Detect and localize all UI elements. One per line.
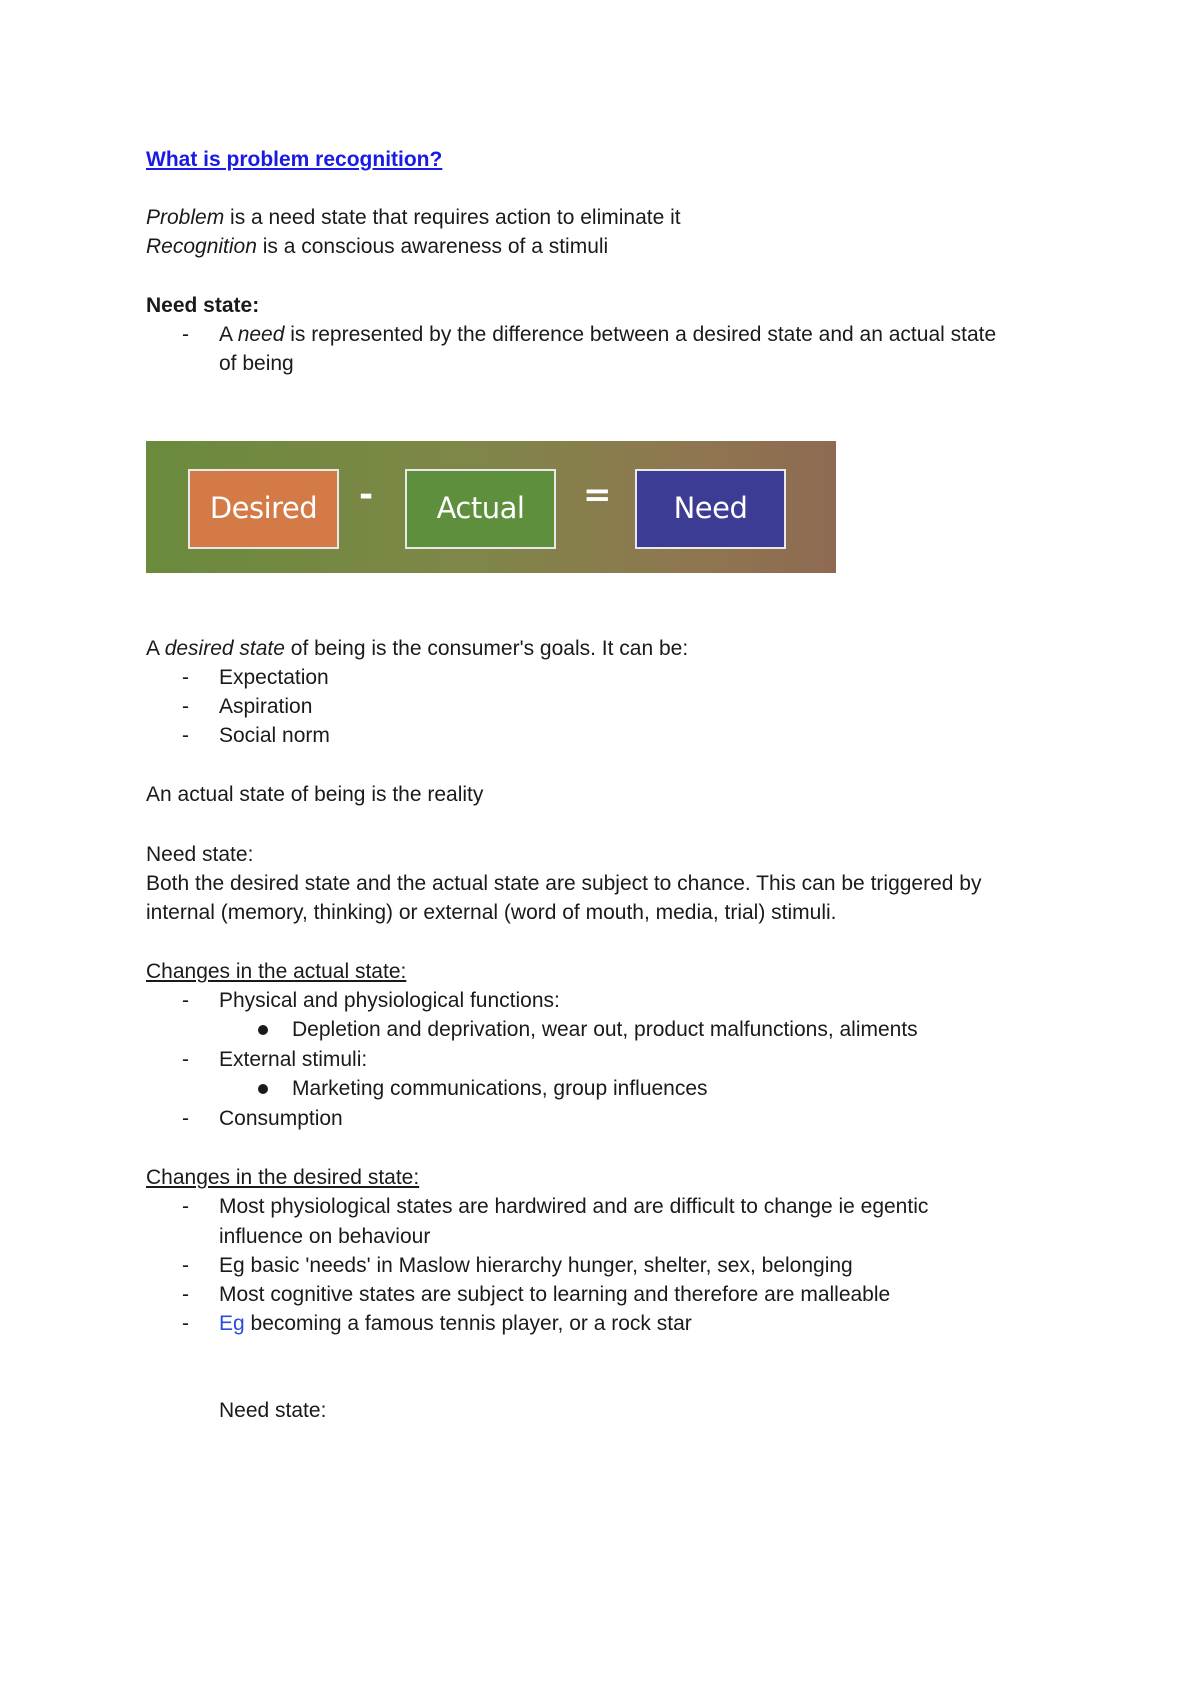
- equals-operator: =: [583, 475, 612, 515]
- need-definition-line2: of being: [219, 352, 294, 375]
- list-dash: -: [182, 695, 189, 718]
- list-item-continuation: influence on behaviour: [219, 1225, 431, 1248]
- need-definition-text: is represented by the difference between a desired state and an actual state: [284, 323, 997, 346]
- list-dash: -: [182, 1195, 189, 1218]
- recognition-definition-text: is a conscious awareness of a stimuli: [256, 235, 609, 258]
- sub-list-item: Marketing communications, group influences: [292, 1077, 708, 1100]
- list-item: Eg basic 'needs' in Maslow hierarchy hunger, shelter, sex, belonging: [219, 1254, 853, 1277]
- recognition-definition: [146, 232, 608, 262]
- page-title[interactable]: What is problem recognition?: [146, 148, 443, 171]
- need-state-heading: Need state:: [146, 294, 260, 317]
- changes-actual-heading: Changes in the actual state:: [146, 960, 407, 983]
- sub-list-item: Depletion and deprivation, wear out, product malfunctions, aliments: [292, 1018, 918, 1041]
- desired-state-text: of being is the consumer's goals. It can be:: [284, 637, 689, 660]
- bullet-icon: [258, 1025, 268, 1035]
- need-state-heading-2: Need state:: [146, 843, 254, 866]
- desired-state-intro: [146, 634, 688, 664]
- list-item: Aspiration: [219, 695, 313, 718]
- list-dash: -: [182, 323, 189, 346]
- list-item: [219, 1309, 692, 1339]
- list-dash: -: [182, 1048, 189, 1071]
- problem-definition: [146, 203, 681, 233]
- need-equation-diagram: [146, 441, 836, 573]
- list-dash: -: [182, 1254, 189, 1277]
- need-box: Need: [635, 469, 786, 549]
- list-item: Expectation: [219, 666, 329, 689]
- actual-box: Actual: [405, 469, 556, 549]
- need-definition-line1: [219, 320, 996, 350]
- bullet-icon: [258, 1084, 268, 1094]
- list-dash: -: [182, 666, 189, 689]
- list-item: External stimuli:: [219, 1048, 368, 1071]
- list-dash: -: [182, 1312, 189, 1335]
- recognition-term: Recognition: [146, 235, 257, 258]
- problem-definition-text: is a need state that requires action to eliminate it: [224, 206, 681, 229]
- list-item: Physical and physiological functions:: [219, 989, 560, 1012]
- changes-desired-heading: Changes in the desired state:: [146, 1166, 420, 1189]
- actual-state-text: An actual state of being is the reality: [146, 783, 484, 806]
- list-item: Most physiological states are hardwired and are difficult to change ie egentic: [219, 1195, 929, 1218]
- need-state-paragraph-line2: internal (memory, thinking) or external (word of mouth, media, trial) stimuli.: [146, 901, 837, 924]
- list-dash: -: [182, 1283, 189, 1306]
- need-definition-prefix: A: [219, 323, 238, 346]
- minus-operator: -: [359, 475, 374, 515]
- list-dash: -: [182, 989, 189, 1012]
- desired-box: Desired: [188, 469, 339, 549]
- list-item: Consumption: [219, 1107, 343, 1130]
- need-state-paragraph-line1: Both the desired state and the actual state are subject to chance. This can be triggered by: [146, 872, 982, 895]
- list-item: Social norm: [219, 724, 330, 747]
- list-item: Most cognitive states are subject to learning and therefore are malleable: [219, 1283, 891, 1306]
- problem-term: Problem: [146, 206, 225, 229]
- eg-link[interactable]: Eg: [219, 1312, 245, 1335]
- eg-text: becoming a famous tennis player, or a rock star: [244, 1312, 692, 1335]
- need-term: need: [237, 323, 285, 346]
- list-dash: -: [182, 724, 189, 747]
- trailing-need-state-label: Need state:: [219, 1399, 327, 1422]
- desired-state-term: desired state: [164, 637, 285, 660]
- list-dash: -: [182, 1107, 189, 1130]
- desired-state-prefix: A: [146, 637, 165, 660]
